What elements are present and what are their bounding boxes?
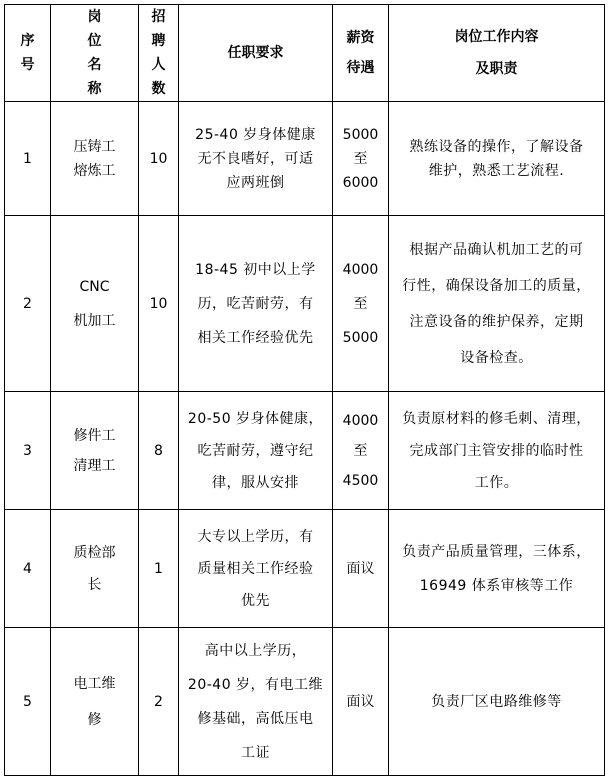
count-cell: 10 — [139, 216, 179, 392]
duties-cell: 熟练设备的操作，了解设备 维护，熟悉工艺流程. — [389, 102, 605, 216]
seq-cell: 3 — [5, 392, 51, 510]
position-cell: 修件工 清理工 — [51, 392, 139, 510]
count-cell: 10 — [139, 102, 179, 216]
header-count: 招 聘 人 数 — [139, 5, 179, 102]
duties-cell: 根据产品确认机加工艺的可 行性，确保设备加工的质量， 注意设备的维护保养，定期 设备检查。 — [389, 216, 605, 392]
recruitment-table — [4, 4, 605, 776]
requirements-cell: 20-50 岁身体健康， 吃苦耐劳，遵守纪 律，服从安排 — [179, 392, 333, 510]
requirements-cell: 大专以上学历，有 质量相关工作经验 优先 — [179, 510, 333, 628]
position-cell: CNC 机加工 — [51, 216, 139, 392]
salary-cell: 面议 — [333, 510, 389, 628]
requirements-cell: 高中以上学历， 20-40 岁，有电工维 修基础，高低压电 工证 — [179, 628, 333, 776]
header-requirements: 任职要求 — [179, 5, 333, 102]
salary-cell: 4000 至 4500 — [333, 392, 389, 510]
salary-cell: 5000 至 6000 — [333, 102, 389, 216]
table-row — [5, 102, 605, 216]
salary-cell: 面议 — [333, 628, 389, 776]
requirements-cell: 25-40 岁身体健康 无不良嗜好，可适 应两班倒 — [179, 102, 333, 216]
count-cell: 1 — [139, 510, 179, 628]
duties-cell: 负责厂区电路维修等 — [389, 628, 605, 776]
seq-cell: 4 — [5, 510, 51, 628]
count-cell: 8 — [139, 392, 179, 510]
table-row — [5, 510, 605, 628]
table-row — [5, 628, 605, 776]
table-row — [5, 216, 605, 392]
header-duties: 岗位工作内容 及职责 — [389, 5, 605, 102]
seq-cell: 1 — [5, 102, 51, 216]
position-cell: 电工维 修 — [51, 628, 139, 776]
seq-cell: 5 — [5, 628, 51, 776]
header-row — [5, 5, 605, 102]
header-position: 岗 位 名 称 — [51, 5, 139, 102]
salary-cell: 4000 至 5000 — [333, 216, 389, 392]
requirements-cell: 18-45 初中以上学 历，吃苦耐劳，有 相关工作经验优先 — [179, 216, 333, 392]
header-seq: 序 号 — [5, 5, 51, 102]
position-cell: 质检部 长 — [51, 510, 139, 628]
seq-cell: 2 — [5, 216, 51, 392]
duties-cell: 负责原材料的修毛刺、清理， 完成部门主管安排的临时性 工作。 — [389, 392, 605, 510]
table-row — [5, 392, 605, 510]
duties-cell: 负责产品质量管理，三体系， 16949 体系审核等工作 — [389, 510, 605, 628]
header-salary: 薪资 待遇 — [333, 5, 389, 102]
position-cell: 压铸工 熔炼工 — [51, 102, 139, 216]
count-cell: 2 — [139, 628, 179, 776]
